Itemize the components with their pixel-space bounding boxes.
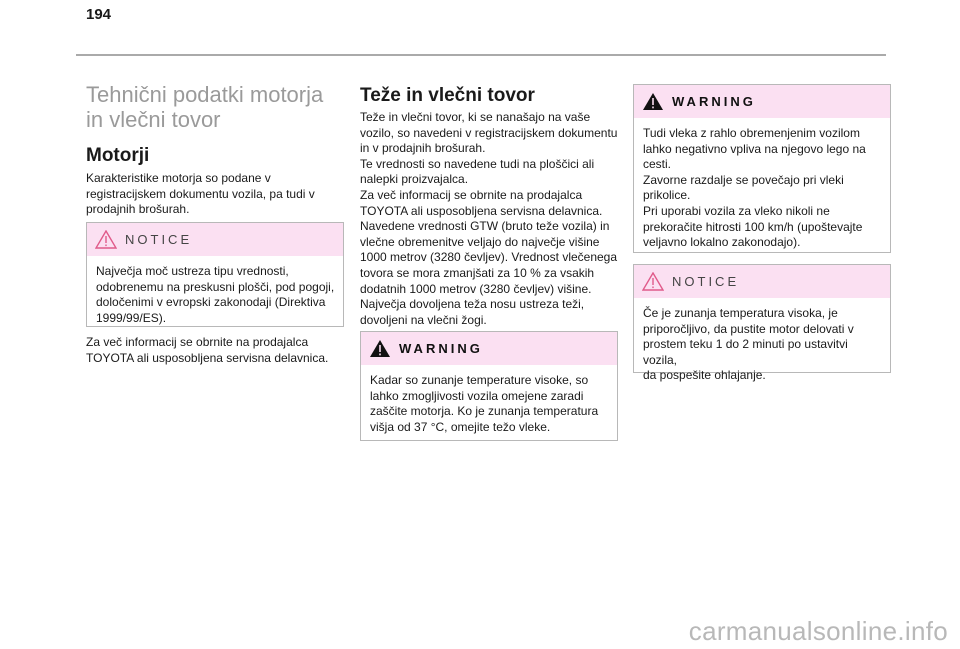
engines-info: Za več informacij se obrnite na prodajalca TOYOTA ali usposobljena servisna delavnica. [86,335,329,365]
warning-triangle-icon [369,339,391,358]
warning-header [361,332,617,365]
weights-heading: Teže in vlečni tovor [360,85,535,106]
notice-warning-triangle-icon [95,230,117,249]
weights-warning-box [360,331,618,441]
notice-warning-triangle-icon [642,272,664,291]
section-title: Tehnični podatki motorja in vlečni tovor [86,82,324,132]
warning-text: Tudi vleka z rahlo obremenjenim vozilom lahko negativno vpliva na njegovo lego na cesti. Zavorne razdalje se povečajo pri vleki prikolice. Pri uporabi vozila za vleko nikoli ne prekoračite hitrosti 100 km/h (upoštevajte veljavno lokalno zakonodajo). [643,126,866,250]
towing-warning-box [633,84,891,253]
warning-label: WARNING [672,94,756,109]
engines-intro: Karakteristike motorja so podane v registracijskem dokumentu vozila, pa tudi v prodajnih brošurah. [86,171,315,217]
notice-label: NOTICE [125,232,193,247]
temperature-notice-box [633,264,891,383]
page-number: 194 [86,6,112,23]
weights-text: Teže in vlečni tovor, ki se nanašajo na vaše vozilo, so navedeni v registracijskem dokumentu in v prodajnih brošurah. Te vrednosti so navedene tudi na ploščici ali nalepki proizvajalca. Za več informacij se obrnite na prodajalca TOYOTA ali usposobljena servisna delavnica. Navedene vrednosti GTW (bruto teže vozila) in vlečne obremenitve veljajo do največje višine 1000 metrov (3280 čevljev). Vrednost vlečenega tovora se mora zmanjšati za 10 % za vsakih dodatnih 1000 metrov (3280 čevljev) višine. Največja dovoljena teža nosu ustreza teži, dovoljeni na vlečni žogi. [360,110,618,327]
engines-notice-box [86,222,344,327]
warning-label: WARNING [399,341,483,356]
warning-header [634,85,890,118]
engines-heading: Motorji [86,145,150,166]
notice-header [87,223,343,256]
watermark: carmanualsonline.info [688,616,948,646]
notice-text: Če je zunanja temperatura visoka, je priporočljivo, da pustite motor delovati v prostem teku 1 do 2 minuti po ustavitvi vozila, da pospešite ohlajanje. [643,306,854,383]
notice-header [634,265,890,298]
warning-triangle-icon [642,92,664,111]
header-divider [76,54,886,56]
notice-label: NOTICE [672,274,740,289]
warning-text: Kadar so zunanje temperature visoke, so lahko zmogljivosti vozila omejene zaradi zaščite motorja. Ko je zunanja temperatura višja od 37 °C, omejite težo vleke. [370,373,599,434]
notice-text: Največja moč ustreza tipu vrednosti, odobrenemu na preskusni plošči, pod pogoji, določenimi v evropski zakonodaji (Direktiva 1999/99/ES). [96,264,335,325]
